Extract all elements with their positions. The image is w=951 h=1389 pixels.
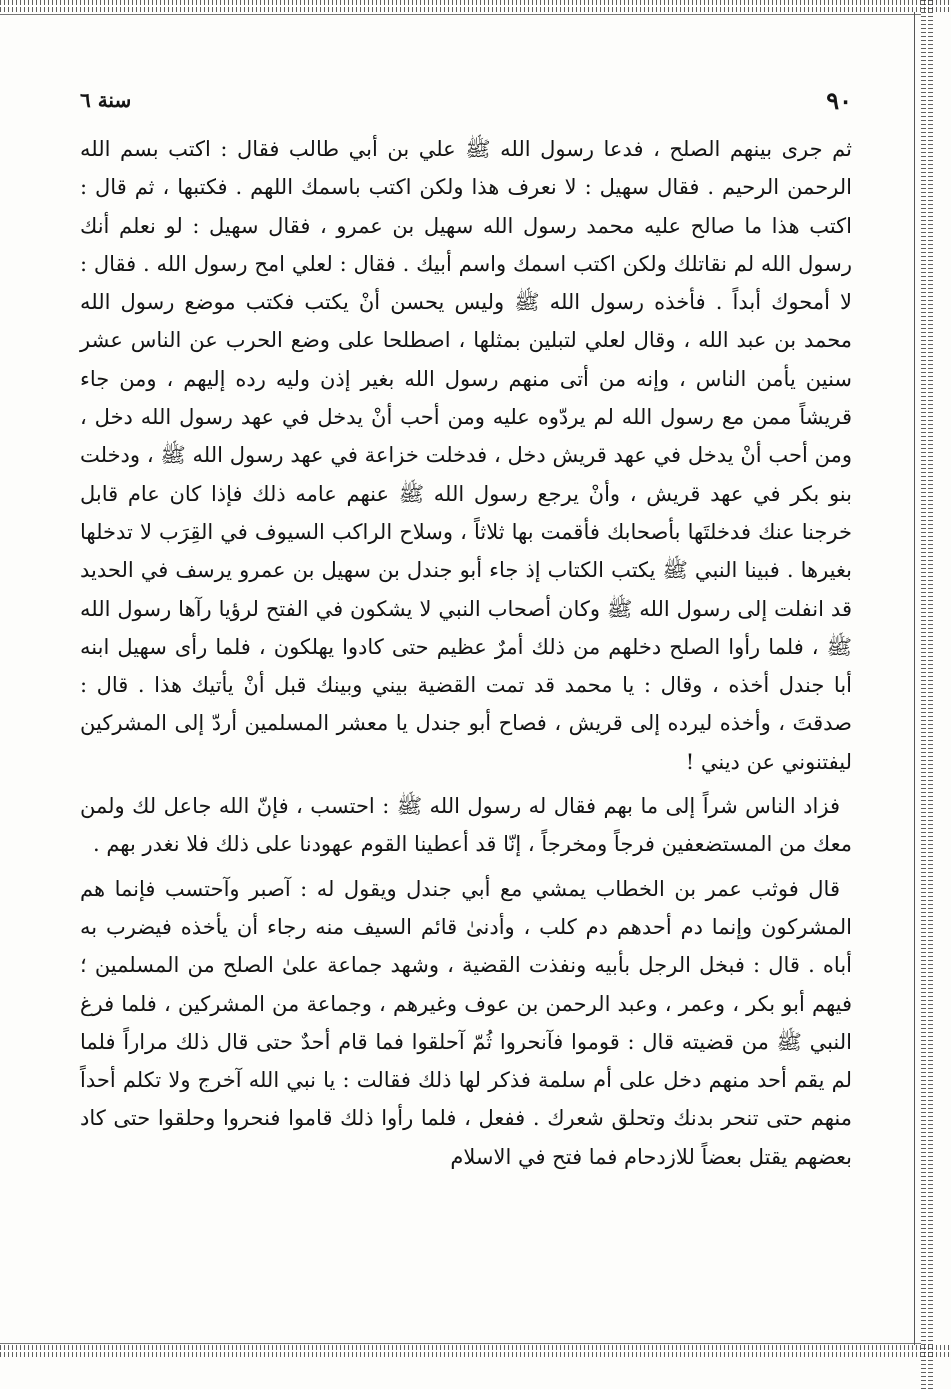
body-text — [80, 130, 852, 1176]
year-label: سنة ٦ — [80, 88, 132, 112]
bottom-ornamental-border — [0, 1345, 951, 1357]
top-frame-line — [0, 14, 921, 15]
paragraph-2: فزاد الناس شراً إلى ما بهم فقال له رسول الله ﷺ : احتسب ، فإنّ الله جاعل لك ولمن معك من المستضعفين فرجاً ومخرجاً ، إنّا قد أعطينا القوم عهودنا على ذلك فلا نغدر بهم . — [80, 794, 852, 857]
page-number: ٩٠ — [826, 86, 852, 115]
running-header — [80, 86, 852, 122]
paragraph-3: قال فوثب عمر بن الخطاب يمشي مع أبي جندل ويقول له : آصبر وآحتسب فإنما هم المشركون وإنما دم أحدهم دم كلب ، وأدنىٰ قائم السيف منه رجاء أن يأخذه فيضرب به أباه . قال : فبخل الرجل بأبيه ونفذت القضية ، وشهد جماعة علىٰ الصلح من المسلمين ؛ فيهم أبو بكر ، وعمر ، وعبد الرحمن بن عوف وغيرهم ، وجماعة من المشركين ، فلما فرغ النبي ﷺ من قضيته قال : قوموا فآنحروا ثُمّ آحلقوا فما قام أحدٌ حتى قال ذلك مراراً فلما لم يقم أحد منهم دخل على أم سلمة فذكر لها ذلك فقالت : يا نبي الله آخرج ولا تكلم أحداً منهم حتى تنحر بدنك وتحلق شعرك . ففعل ، فلما رأوا ذلك قاموا فنحروا وحلقوا حتى كاد بعضهم يقتل بعضاً للازدحام فما فتح في الاسلام — [80, 876, 852, 1169]
right-ornamental-border — [921, 0, 933, 1389]
top-ornamental-border — [0, 0, 951, 12]
paragraph-1: ثم جرى بينهم الصلح ، فدعا رسول الله ﷺ علي بن أبي طالب فقال : اكتب بسم الله الرحمن الرحيم . فقال سهيل : لا نعرف هذا ولكن اكتب باسمك اللهم . فكتبها ، ثم قال : اكتب هذا ما صالح عليه محمد رسول الله سهيل بن عمرو ، فقال سهيل : لو نعلم أنك رسول الله لم نقاتلك ولكن اكتب اسمك واسم أبيك . فقال : لعلي امح رسول الله . فقال : لا أمحوك أبداً . فأخذه رسول الله ﷺ وليس يحسن أنْ يكتب فكتب موضع رسول الله محمد بن عبد الله ، وقال لعلي لتبلين بمثلها ، اصطلحا على وضع الحرب عن الناس عشر سنين يأمن الناس ، وإنه من أتى منهم رسول الله بغير إذن وليه رده إليهم ، ومن جاء قريشاً ممن مع رسول الله لم يردّوه عليه ومن أحب أنْ يدخل في عهد رسول الله دخل ، ومن أحب أنْ يدخل في عهد قريش دخل ، فدخلت خزاعة في عهد رسول الله ﷺ ، ودخلت بنو بكر في عهد قريش ، وأنْ يرجع رسول الله ﷺ عنهم عامه ذلك فإذا كان عام قابل خرجنا عنك فدخلتَها بأصحابك فأقمت بها ثلاثاً ، وسلاح الراكب السيوف في القِرَب لا تدخلها بغيرها . فبينا النبي ﷺ يكتب الكتاب إذ جاء أبو جندل بن سهيل بن عمرو يرسف في الحديد قد انفلت إلى رسول الله ﷺ وكان أصحاب النبي لا يشكون في الفتح لرؤيا رآها رسول الله ﷺ ، فلما رأوا الصلح دخلهم من ذلك أمرٌ عظيم حتى كادوا يهلكون ، فلما رأى سهيل ابنه أبا جندل أخذه ، وقال : يا محمد قد تمت القضية بيني وبينك قبل أنْ يأتيك هذا . قال : صدقتَ ، وأخذه ليرده إلى قريش ، فصاح أبو جندل يا معشر المسلمين أردّ إلى المشركين ليفتنوني عن ديني ! — [80, 137, 852, 774]
right-frame-line — [914, 12, 915, 1345]
bottom-frame-line — [0, 1343, 921, 1344]
